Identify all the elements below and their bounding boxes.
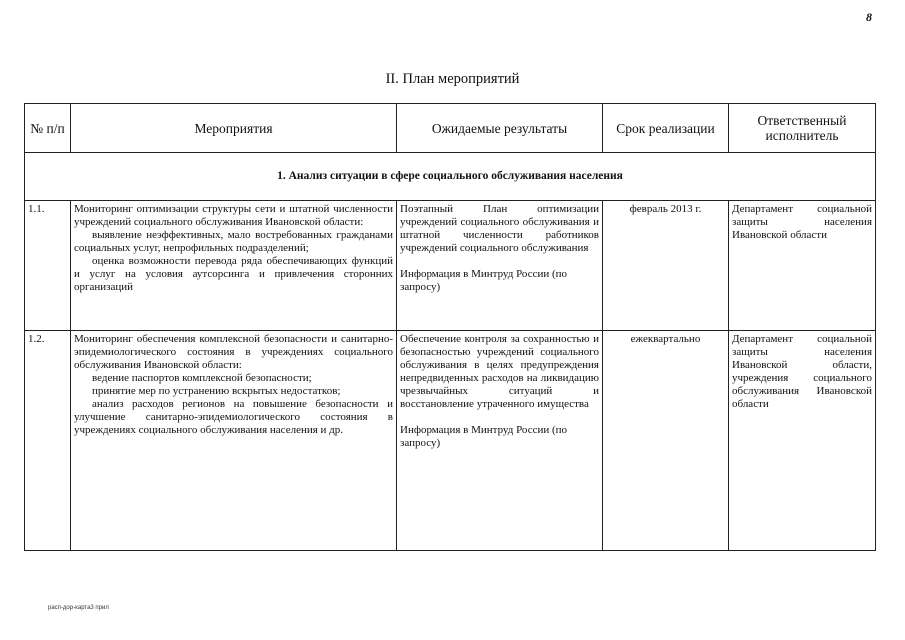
result-extra: Информация в Минтруд России (по запросу)	[400, 268, 568, 293]
header-results: Ожидаемые результаты	[397, 104, 603, 153]
event-item: анализ расходов регионов на повышение безопасности и улучшение санитарно-эпидемиологического состояния в учреждениях социального обслуживания населения и др.	[74, 398, 393, 436]
header-term: Срок реализации	[603, 104, 729, 153]
result-main: Поэтапный План оптимизации учреждений социального обслуживания и штатной численности работников учреждений социального обслуживания	[400, 203, 599, 254]
row-results	[397, 201, 603, 331]
row-results	[397, 331, 603, 551]
plan-table	[24, 103, 876, 551]
result-extra: Информация в Минтруд России (по запросу)	[400, 424, 568, 449]
table-row	[25, 331, 876, 551]
event-item: ведение паспортов комплексной безопасности;	[92, 372, 312, 384]
row-responsible: Департамент социальной защиты населения Ивановской области, учреждения социального обслуживания Ивановской области	[729, 331, 876, 551]
event-main: Мониторинг оптимизации структуры сети и штатной численности учреждений социального обслуживания Ивановской области:	[74, 203, 393, 228]
row-term: февраль 2013 г.	[603, 201, 729, 331]
header-num: № п/п	[25, 104, 71, 153]
section-heading-row	[25, 153, 876, 201]
section-title: II. План мероприятий	[385, 71, 520, 87]
table-row	[25, 201, 876, 331]
row-num: 1.2.	[25, 331, 71, 551]
row-events	[71, 201, 397, 331]
event-main: Мониторинг обеспечения комплексной безопасности и санитарно-эпидемиологического состояния в учреждениях социального обслуживания Ивановской области:	[74, 333, 393, 371]
header-events: Мероприятия	[71, 104, 397, 153]
event-item: выявление неэффективных, мало востребованных гражданами социальных услуг, непрофильных подразделений;	[74, 229, 393, 254]
table-header-row	[25, 104, 876, 153]
event-item: принятие мер по устранению вскрытых недостатков;	[92, 385, 341, 397]
row-events	[71, 331, 397, 551]
section-heading: 1. Анализ ситуации в сфере социального обслуживания населения	[25, 153, 876, 201]
result-main: Обеспечение контроля за сохранностью и безопасностью учреждений социального обслуживания в целях предупреждения непредвиденных расходов на ликвидацию чрезвычайных ситуаций и восстановление утраченного имущества	[400, 333, 599, 410]
header-responsible: Ответственный исполнитель	[729, 104, 876, 153]
footer-note: расп-дор-карта3 прил	[48, 605, 109, 611]
page-number: 8	[866, 10, 872, 24]
row-num: 1.1.	[25, 201, 71, 331]
row-responsible: Департамент социальной защиты населения Ивановской области	[729, 201, 876, 331]
event-item: оценка возможности перевода ряда обеспечивающих функций и услуг на условия аутсорсинга и привлечения сторонних организаций	[74, 255, 393, 293]
row-term: ежеквартально	[603, 331, 729, 551]
